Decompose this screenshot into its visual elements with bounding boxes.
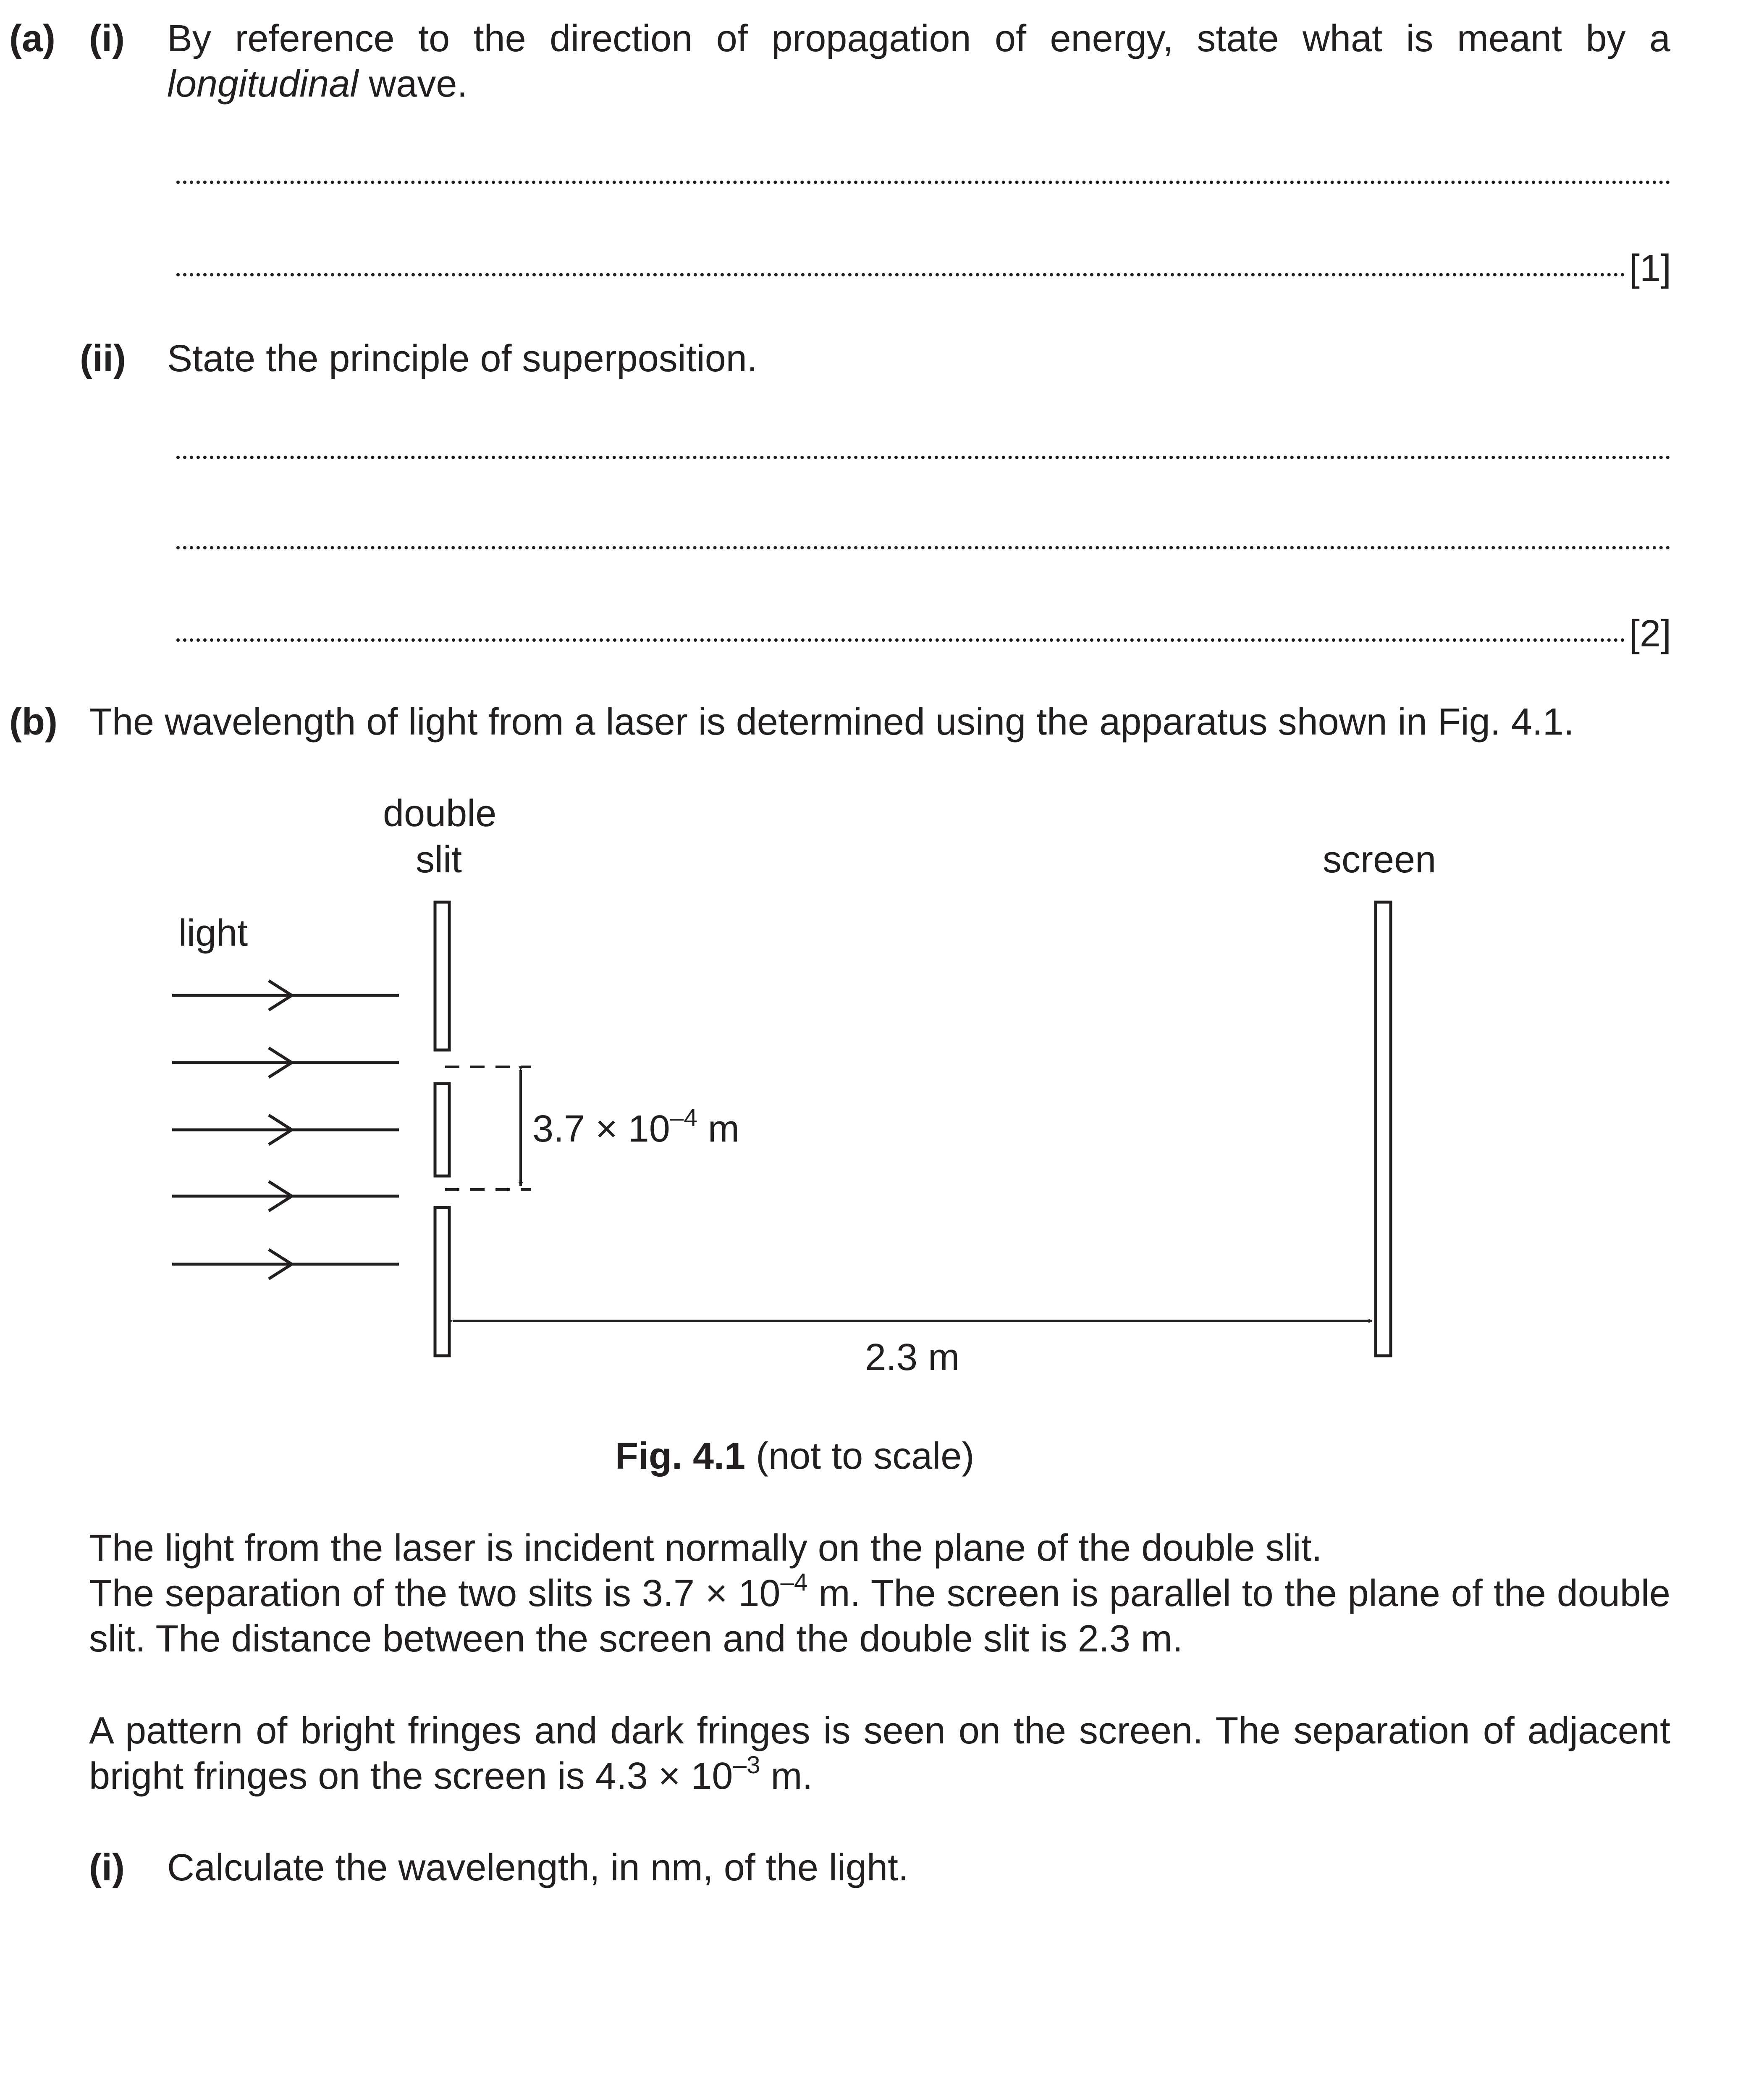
para1-exponent: –4 [780,1569,808,1596]
italic-longitudinal: longitudinal [167,63,359,105]
light-ray-arrow [172,1250,399,1279]
slit-barrier-bottom [435,1208,449,1356]
part-b-i-label: (i) [89,1847,125,1889]
light-ray-arrow [172,1181,399,1211]
slit-barrier-top [435,902,449,1050]
light-ray-arrow [172,1115,399,1144]
light-label: light [178,912,248,954]
slit-separation-dashes [445,1067,531,1189]
part-a-i-label: (i) [89,18,125,60]
part-a-i-question-line1: By reference to the direction of propagation of energy, state what is meant by a [167,18,1670,60]
marks-label: [2] [1629,613,1672,655]
para1-line2 [89,1571,1670,1616]
part-b-intro: The wavelength of light from a laser is determined using the apparatus shown in Fig. 4.1. [89,701,1574,743]
slit-barrier-middle [435,1084,449,1176]
part-b-label: (b) [9,701,58,743]
para2-line1: A pattern of bright fringes and dark fringes is seen on the screen. The separation of adjacent [89,1710,1670,1752]
part-b-i-question: Calculate the wavelength, in nm, of the light. [167,1847,909,1889]
question-line2-rest: wave. [358,63,468,105]
light-rays [172,981,399,1279]
para1-line2-start: The separation of the two slits is 3.7 × 10 [89,1572,781,1614]
para2-line2-end: m. [760,1755,813,1797]
marks-label: [1] [1629,247,1672,289]
slit-separation-label [532,1106,739,1152]
para1-line2-end: m. The screen is parallel to the plane of the double [807,1572,1670,1614]
double-slit-barrier [435,902,449,1356]
separation-value: 3.7 × 10 [532,1108,670,1150]
para2-line2 [89,1751,813,1799]
para2-line2-start: bright fringes on the screen is 4.3 × 10 [89,1755,733,1797]
double-slit-label: double [383,793,497,835]
figure-caption-note: (not to scale) [745,1435,975,1477]
separation-exponent: –4 [670,1104,697,1132]
light-ray-arrow [172,981,399,1010]
figure-caption [615,1433,974,1479]
distance-label: 2.3 m [865,1336,960,1378]
para1-line1: The light from the laser is incident normally on the plane of the double slit. [89,1527,1322,1569]
part-a-label: (a) [9,18,55,60]
screen [1376,902,1391,1356]
para1-line3: slit. The distance between the screen and the double slit is 2.3 m. [89,1618,1183,1660]
double-slit-label-line2: slit [416,839,462,881]
figure-caption-number: Fig. 4.1 [615,1435,746,1477]
screen-label: screen [1323,839,1436,881]
separation-unit: m [697,1108,739,1150]
light-ray-arrow [172,1048,399,1077]
part-a-ii-question: State the principle of superposition. [167,338,757,380]
para2-exponent: –3 [733,1751,760,1779]
part-a-ii-label: (ii) [80,338,126,380]
